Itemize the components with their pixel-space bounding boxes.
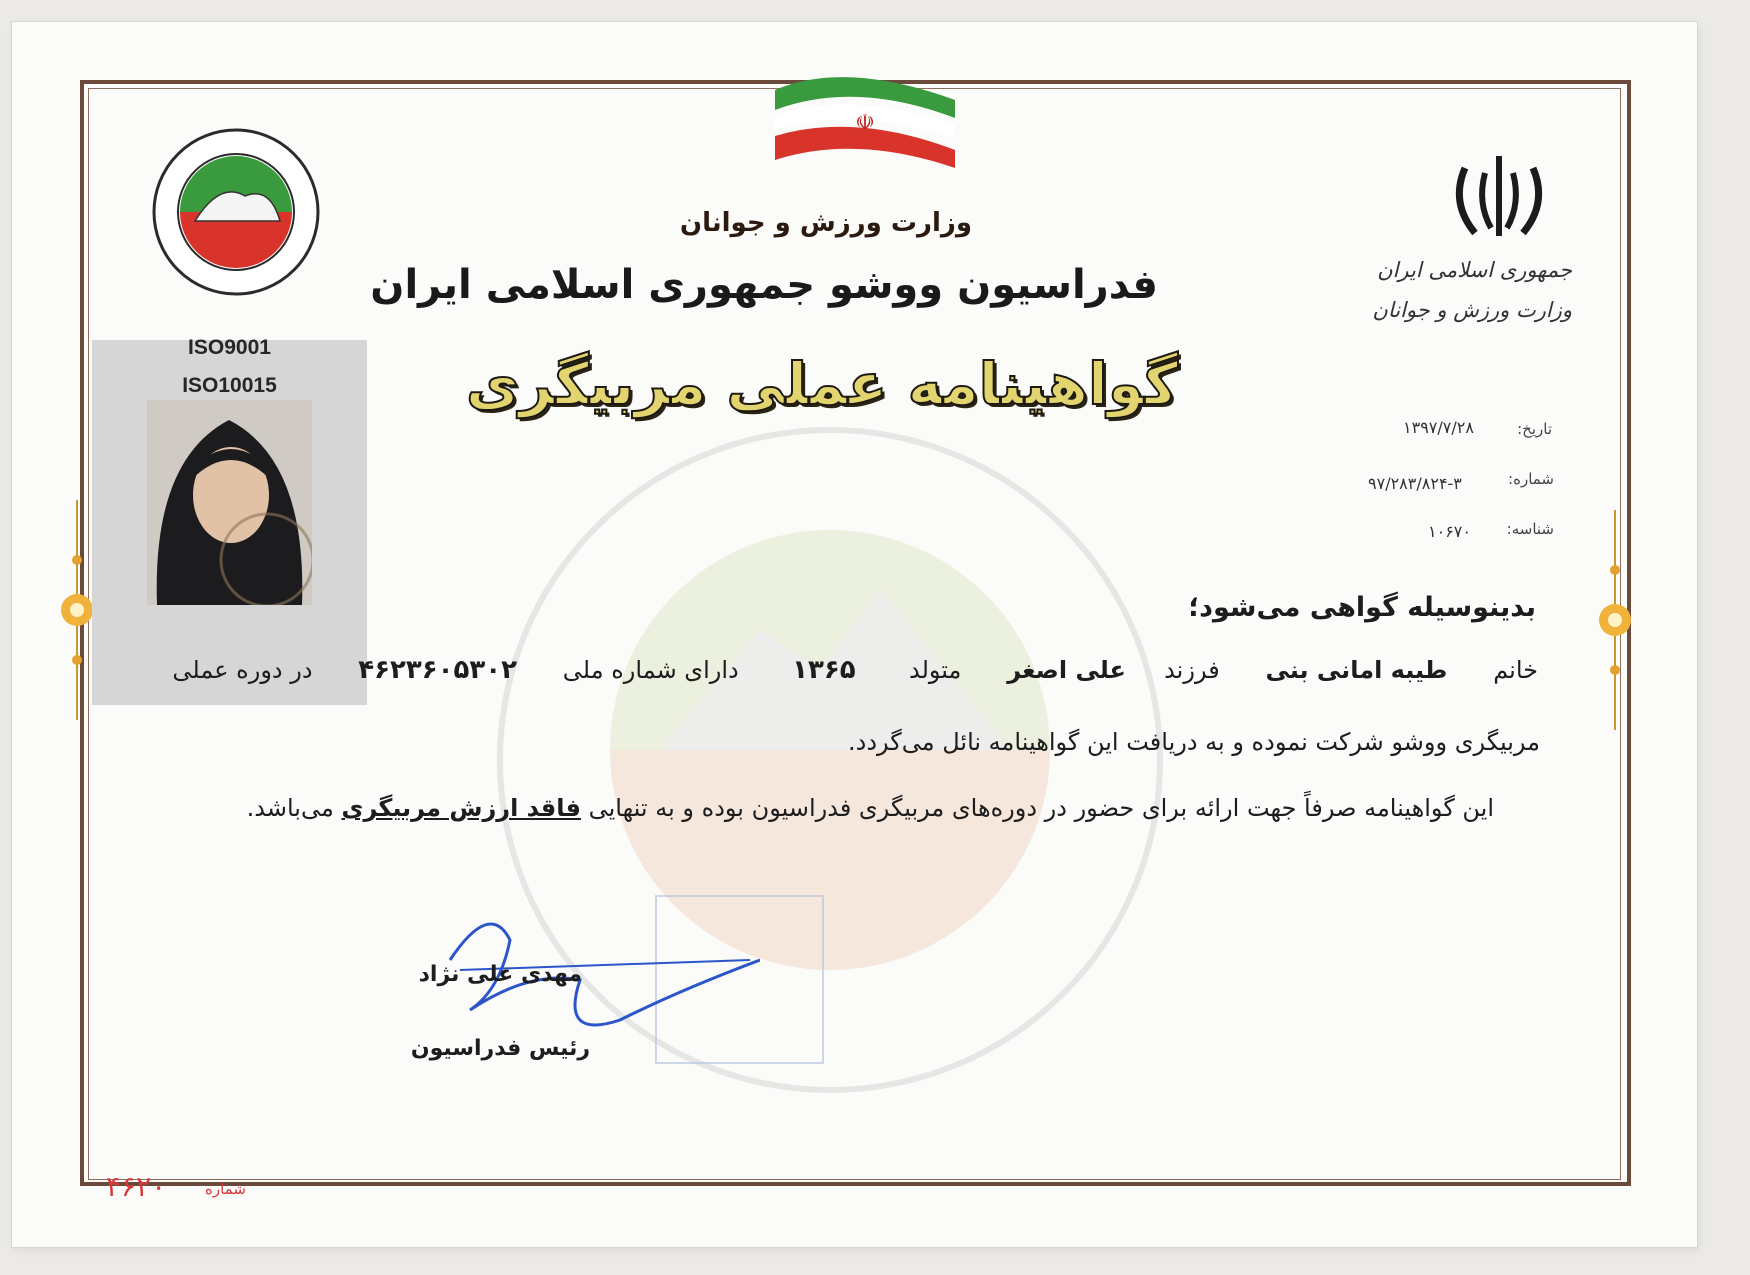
photo-card bbox=[92, 336, 367, 705]
date-value: ۱۳۹۷/۷/۲۸ bbox=[1403, 418, 1474, 437]
holder-name: طیبه امانی بنی bbox=[1265, 656, 1448, 684]
validity-note-line bbox=[247, 794, 1494, 822]
ministry-title: وزارت ورزش و جوانان bbox=[679, 208, 972, 238]
date-label: تاریخ: bbox=[1517, 420, 1552, 438]
holder-details-line bbox=[172, 655, 1538, 685]
validity-note-end: می‌باشد. bbox=[246, 794, 334, 822]
validity-note-start: این گواهینامه صرفاً جهت ارائه برای حضور در دوره‌های مربیگری فدراسیون بوده و به تنهایی bbox=[588, 794, 1494, 822]
born-label: متولد bbox=[909, 656, 962, 684]
iso-9001-label: ISO9001 bbox=[188, 336, 271, 359]
course-completion-line: مربیگری ووشو شرکت نموده و به دریافت این گواهینامه نائل می‌گردد. bbox=[848, 728, 1540, 756]
number-label: شماره: bbox=[1508, 470, 1554, 488]
national-id-label: دارای شماره ملی bbox=[562, 656, 739, 684]
serial-number: ۴۶۲۰ bbox=[106, 1170, 167, 1203]
iso-10015-label: ISO10015 bbox=[182, 374, 277, 397]
number-value: ۹۷/۲۸۳/۸۲۴-۳ bbox=[1368, 474, 1462, 493]
certificate-title: گواهینامه عملی مربیگری bbox=[465, 350, 1178, 418]
father-name: علی اصغر bbox=[1007, 656, 1126, 684]
title-prefix: خانم bbox=[1493, 656, 1538, 684]
president-title: رئیس فدراسیون bbox=[410, 1036, 590, 1061]
validity-note-emphasis: فاقد ارزش مربیگری bbox=[341, 794, 581, 822]
course-suffix: در دوره عملی bbox=[172, 656, 313, 684]
right-ornament-icon bbox=[1595, 510, 1635, 730]
id-label: شناسه: bbox=[1506, 520, 1554, 538]
national-id: ۴۶۲۳۶۰۵۳۰۲ bbox=[358, 655, 517, 685]
id-value: ۱۰۶۷۰ bbox=[1428, 522, 1471, 541]
svg-text:☫: ☫ bbox=[855, 111, 875, 136]
declaration-heading: بدینوسیله گواهی می‌شود؛ bbox=[1188, 592, 1536, 623]
wushu-federation-logo bbox=[150, 126, 322, 298]
emblem-caption-ministry: وزارت ورزش و جوانان bbox=[1372, 298, 1572, 322]
federation-title: فدراسیون ووشو جمهوری اسلامی ایران bbox=[370, 262, 1158, 308]
birth-year: ۱۳۶۵ bbox=[792, 655, 856, 685]
left-ornament-icon bbox=[57, 500, 97, 720]
president-name: مهدی علی نژاد bbox=[418, 962, 582, 987]
iran-emblem-icon bbox=[1445, 148, 1553, 248]
child-of-label: فرزند bbox=[1164, 656, 1220, 684]
emblem-caption-country: جمهوری اسلامی ایران bbox=[1377, 258, 1572, 282]
serial-label: شماره bbox=[205, 1180, 246, 1198]
iran-flag-logo bbox=[765, 60, 965, 180]
holder-photo bbox=[147, 400, 312, 605]
